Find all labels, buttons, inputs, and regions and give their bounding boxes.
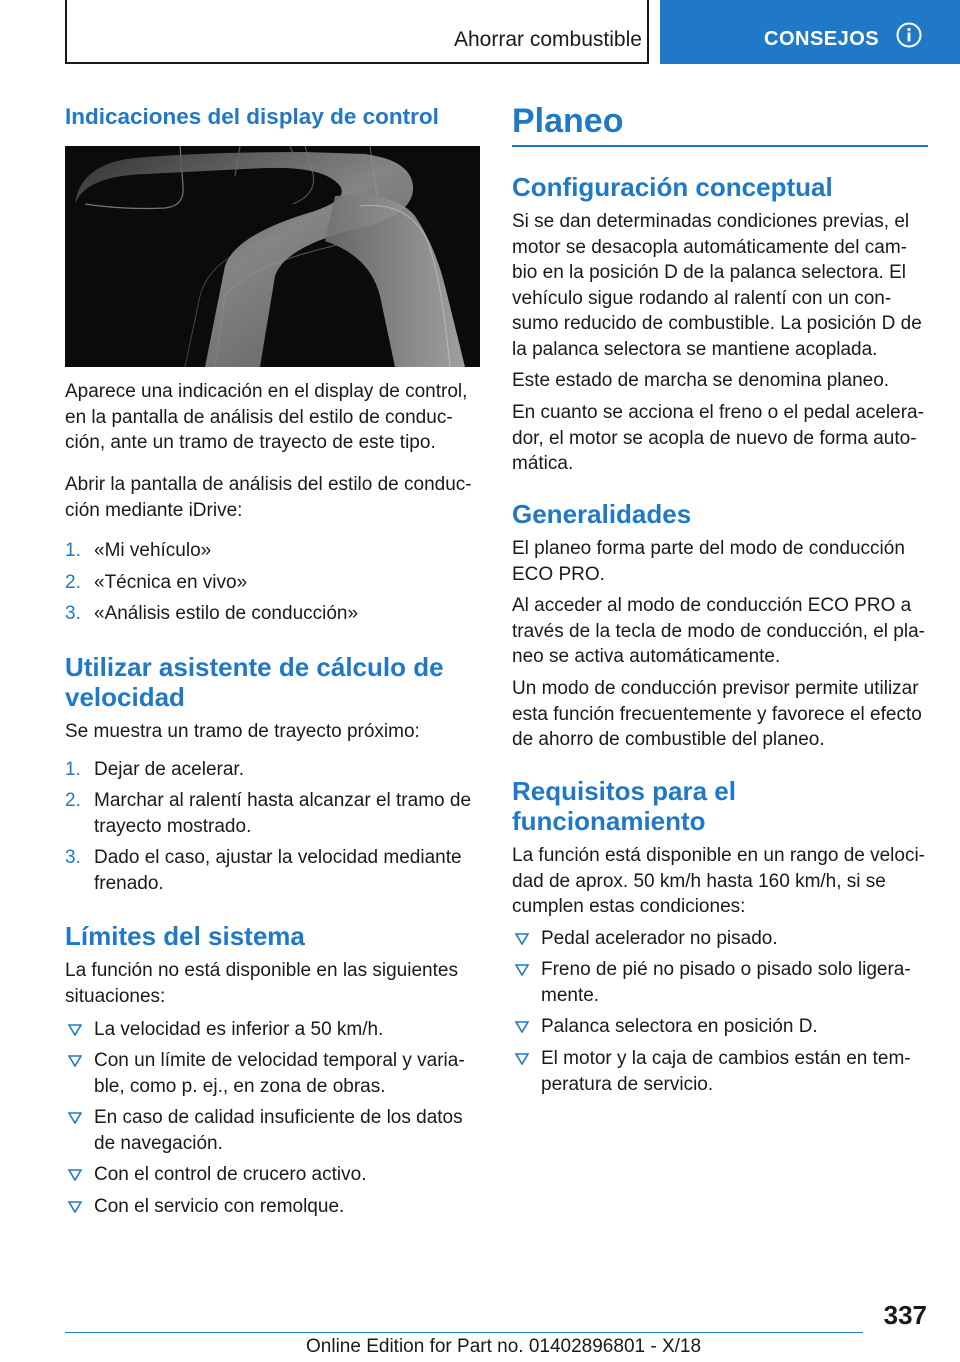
step-text: «Análisis estilo de conducción» — [94, 603, 359, 624]
section-heading-general: Generalidades — [512, 499, 692, 529]
text-line: dor, el motor se acopla de nuevo de forma auto‐ — [512, 427, 917, 449]
text-line: peratura de servicio. — [541, 1073, 714, 1095]
paragraph-brake — [512, 400, 932, 477]
paragraph-open-analysis — [65, 472, 485, 523]
triangle-bullet-icon — [68, 1201, 82, 1213]
text-line: Aparece una indicación en el display de control, — [65, 381, 468, 402]
text-line: El motor y la caja de cambios están en tem‐ — [541, 1048, 911, 1069]
text-line: través de la tecla de modo de conducción, el pla‐ — [512, 620, 925, 642]
text-line: Dejar de acelerar. — [94, 759, 244, 780]
paragraph-state-name: Este estado de marcha se denomina planeo. — [512, 370, 890, 391]
text-line: motor se desacopla automáticamente del cam‐ — [512, 236, 907, 258]
bullet-text — [541, 926, 931, 952]
bullet-text — [94, 1017, 484, 1043]
page-title: Planeo — [512, 102, 624, 140]
text-line: La función no está disponible en las siguientes — [65, 960, 458, 981]
section-heading-requirements — [512, 776, 736, 836]
text-line: Freno de pié no pisado o pisado solo ligera‐ — [541, 959, 911, 980]
text-line: Pedal acelerador no pisado. — [541, 928, 778, 949]
text-line: sumo reducido de combustible. La posición D de — [512, 313, 922, 334]
text-line: ECO PRO. — [512, 563, 605, 585]
page-number: 337 — [883, 1300, 927, 1330]
triangle-bullet-icon — [68, 1169, 82, 1181]
section-heading-concept: Configuración conceptual — [512, 172, 833, 202]
heading-line: Utilizar asistente de cálculo de — [65, 652, 444, 682]
text-line: En caso de calidad insuficiente de los datos — [94, 1107, 463, 1128]
road-curve-illustration — [65, 146, 480, 367]
title-divider — [512, 145, 928, 147]
text-line: mente. — [541, 984, 600, 1006]
text-line: En cuanto se acciona el freno o el pedal acelera‐ — [512, 402, 924, 423]
header-tab[interactable] — [660, 0, 960, 64]
text-line: Un modo de conducción previsor permite utilizar — [512, 678, 919, 699]
step-number: 3. — [65, 603, 81, 624]
text-line: ción mediante iDrive: — [65, 499, 243, 521]
heading-line: Requisitos para el — [512, 776, 736, 806]
section-heading-speed-assistant — [65, 652, 444, 712]
step-number: 2. — [65, 790, 81, 811]
heading-line: velocidad — [65, 682, 185, 712]
step-text — [94, 845, 484, 896]
text-line: Marchar al ralentí hasta alcanzar el tramo de — [94, 790, 472, 811]
text-line: Con un límite de velocidad temporal y varia‐ — [94, 1050, 465, 1071]
info-icon — [896, 22, 922, 48]
step-number: 3. — [65, 847, 81, 868]
paragraph-speed-range — [512, 843, 932, 920]
text-line: Palanca selectora en posición D. — [541, 1016, 818, 1037]
text-line: cumplen estas condiciones: — [512, 896, 746, 917]
step-number: 1. — [65, 759, 81, 780]
section-heading-system-limits: Límites del sistema — [65, 921, 305, 951]
step-text — [94, 788, 484, 839]
text-line: de navegación. — [94, 1132, 223, 1154]
text-line: neo se activa automáticamente. — [512, 646, 781, 667]
footer-edition: Online Edition for Part no. 01402896801 - X/18 — [306, 1336, 702, 1357]
paragraph-eco-pro — [512, 536, 932, 587]
text-line: El planeo forma parte del modo de conducción — [512, 538, 905, 559]
heading-line: funcionamiento — [512, 806, 706, 836]
header-section-title: Ahorrar combustible — [454, 28, 642, 51]
bullet-text — [94, 1048, 484, 1099]
step-number: 2. — [65, 572, 81, 593]
step-text: «Técnica en vivo» — [94, 572, 248, 593]
text-line: trayecto mostrado. — [94, 815, 252, 837]
bullet-text — [541, 957, 931, 1008]
text-line: vehículo sigue rodando al ralentí con un con‐ — [512, 287, 892, 309]
step-number: 1. — [65, 540, 81, 561]
text-line: ble, como p. ej., en zona de obras. — [94, 1075, 386, 1097]
text-line: Al acceder al modo de conducción ECO PRO a — [512, 595, 912, 616]
text-line: ción, ante un tramo de trayecto de este tipo. — [65, 432, 436, 453]
text-line: frenado. — [94, 872, 164, 894]
triangle-bullet-icon — [515, 1053, 529, 1065]
header-tab-label: CONSEJOS — [764, 28, 880, 50]
triangle-bullet-icon — [515, 933, 529, 945]
bullet-text — [541, 1014, 931, 1040]
paragraph-next-section: Se muestra un tramo de trayecto próximo: — [65, 721, 420, 742]
text-line: La velocidad es inferior a 50 km/h. — [94, 1019, 384, 1040]
triangle-bullet-icon — [68, 1112, 82, 1124]
paragraph-concept — [512, 209, 932, 362]
triangle-bullet-icon — [515, 1021, 529, 1033]
bullet-text — [94, 1162, 484, 1188]
text-line: situaciones: — [65, 985, 166, 1007]
step-text — [94, 757, 484, 783]
paragraph-not-available — [65, 958, 485, 1009]
bullet-text — [94, 1194, 484, 1220]
paragraph-activation — [512, 593, 932, 670]
text-line: esta función frecuentemente y favorece el efecto — [512, 703, 922, 725]
text-line: Con el servicio con remolque. — [94, 1196, 345, 1217]
text-line: bio en la posición D de la palanca selectora. El — [512, 262, 906, 283]
paragraph-anticipatory — [512, 676, 932, 753]
step-text: «Mi vehículo» — [94, 540, 212, 561]
road-curve-figure — [65, 146, 480, 367]
text-line: mática. — [512, 453, 574, 474]
text-line: La función está disponible en un rango de veloci‐ — [512, 845, 926, 866]
footer-divider — [65, 1332, 863, 1333]
triangle-bullet-icon — [68, 1055, 82, 1067]
text-line: Si se dan determinadas condiciones previas, el — [512, 211, 910, 232]
bullet-text — [541, 1046, 931, 1097]
text-line: Dado el caso, ajustar la velocidad mediante — [94, 847, 462, 868]
triangle-bullet-icon — [68, 1024, 82, 1036]
text-line: dad de aprox. 50 km/h hasta 160 km/h, si se — [512, 870, 886, 892]
text-line: la palanca selectora se mantiene acoplada. — [512, 338, 878, 360]
section-heading-display: Indicaciones del display de control — [65, 104, 439, 129]
triangle-bullet-icon — [515, 964, 529, 976]
text-line: de ahorro de combustible del planeo. — [512, 729, 825, 750]
paragraph-display-indication — [65, 379, 485, 456]
text-line: Abrir la pantalla de análisis del estilo de conduc‐ — [65, 474, 472, 495]
bullet-text — [94, 1105, 484, 1156]
text-line: en la pantalla de análisis del estilo de conduc‐ — [65, 406, 453, 428]
text-line: Con el control de crucero activo. — [94, 1164, 367, 1185]
